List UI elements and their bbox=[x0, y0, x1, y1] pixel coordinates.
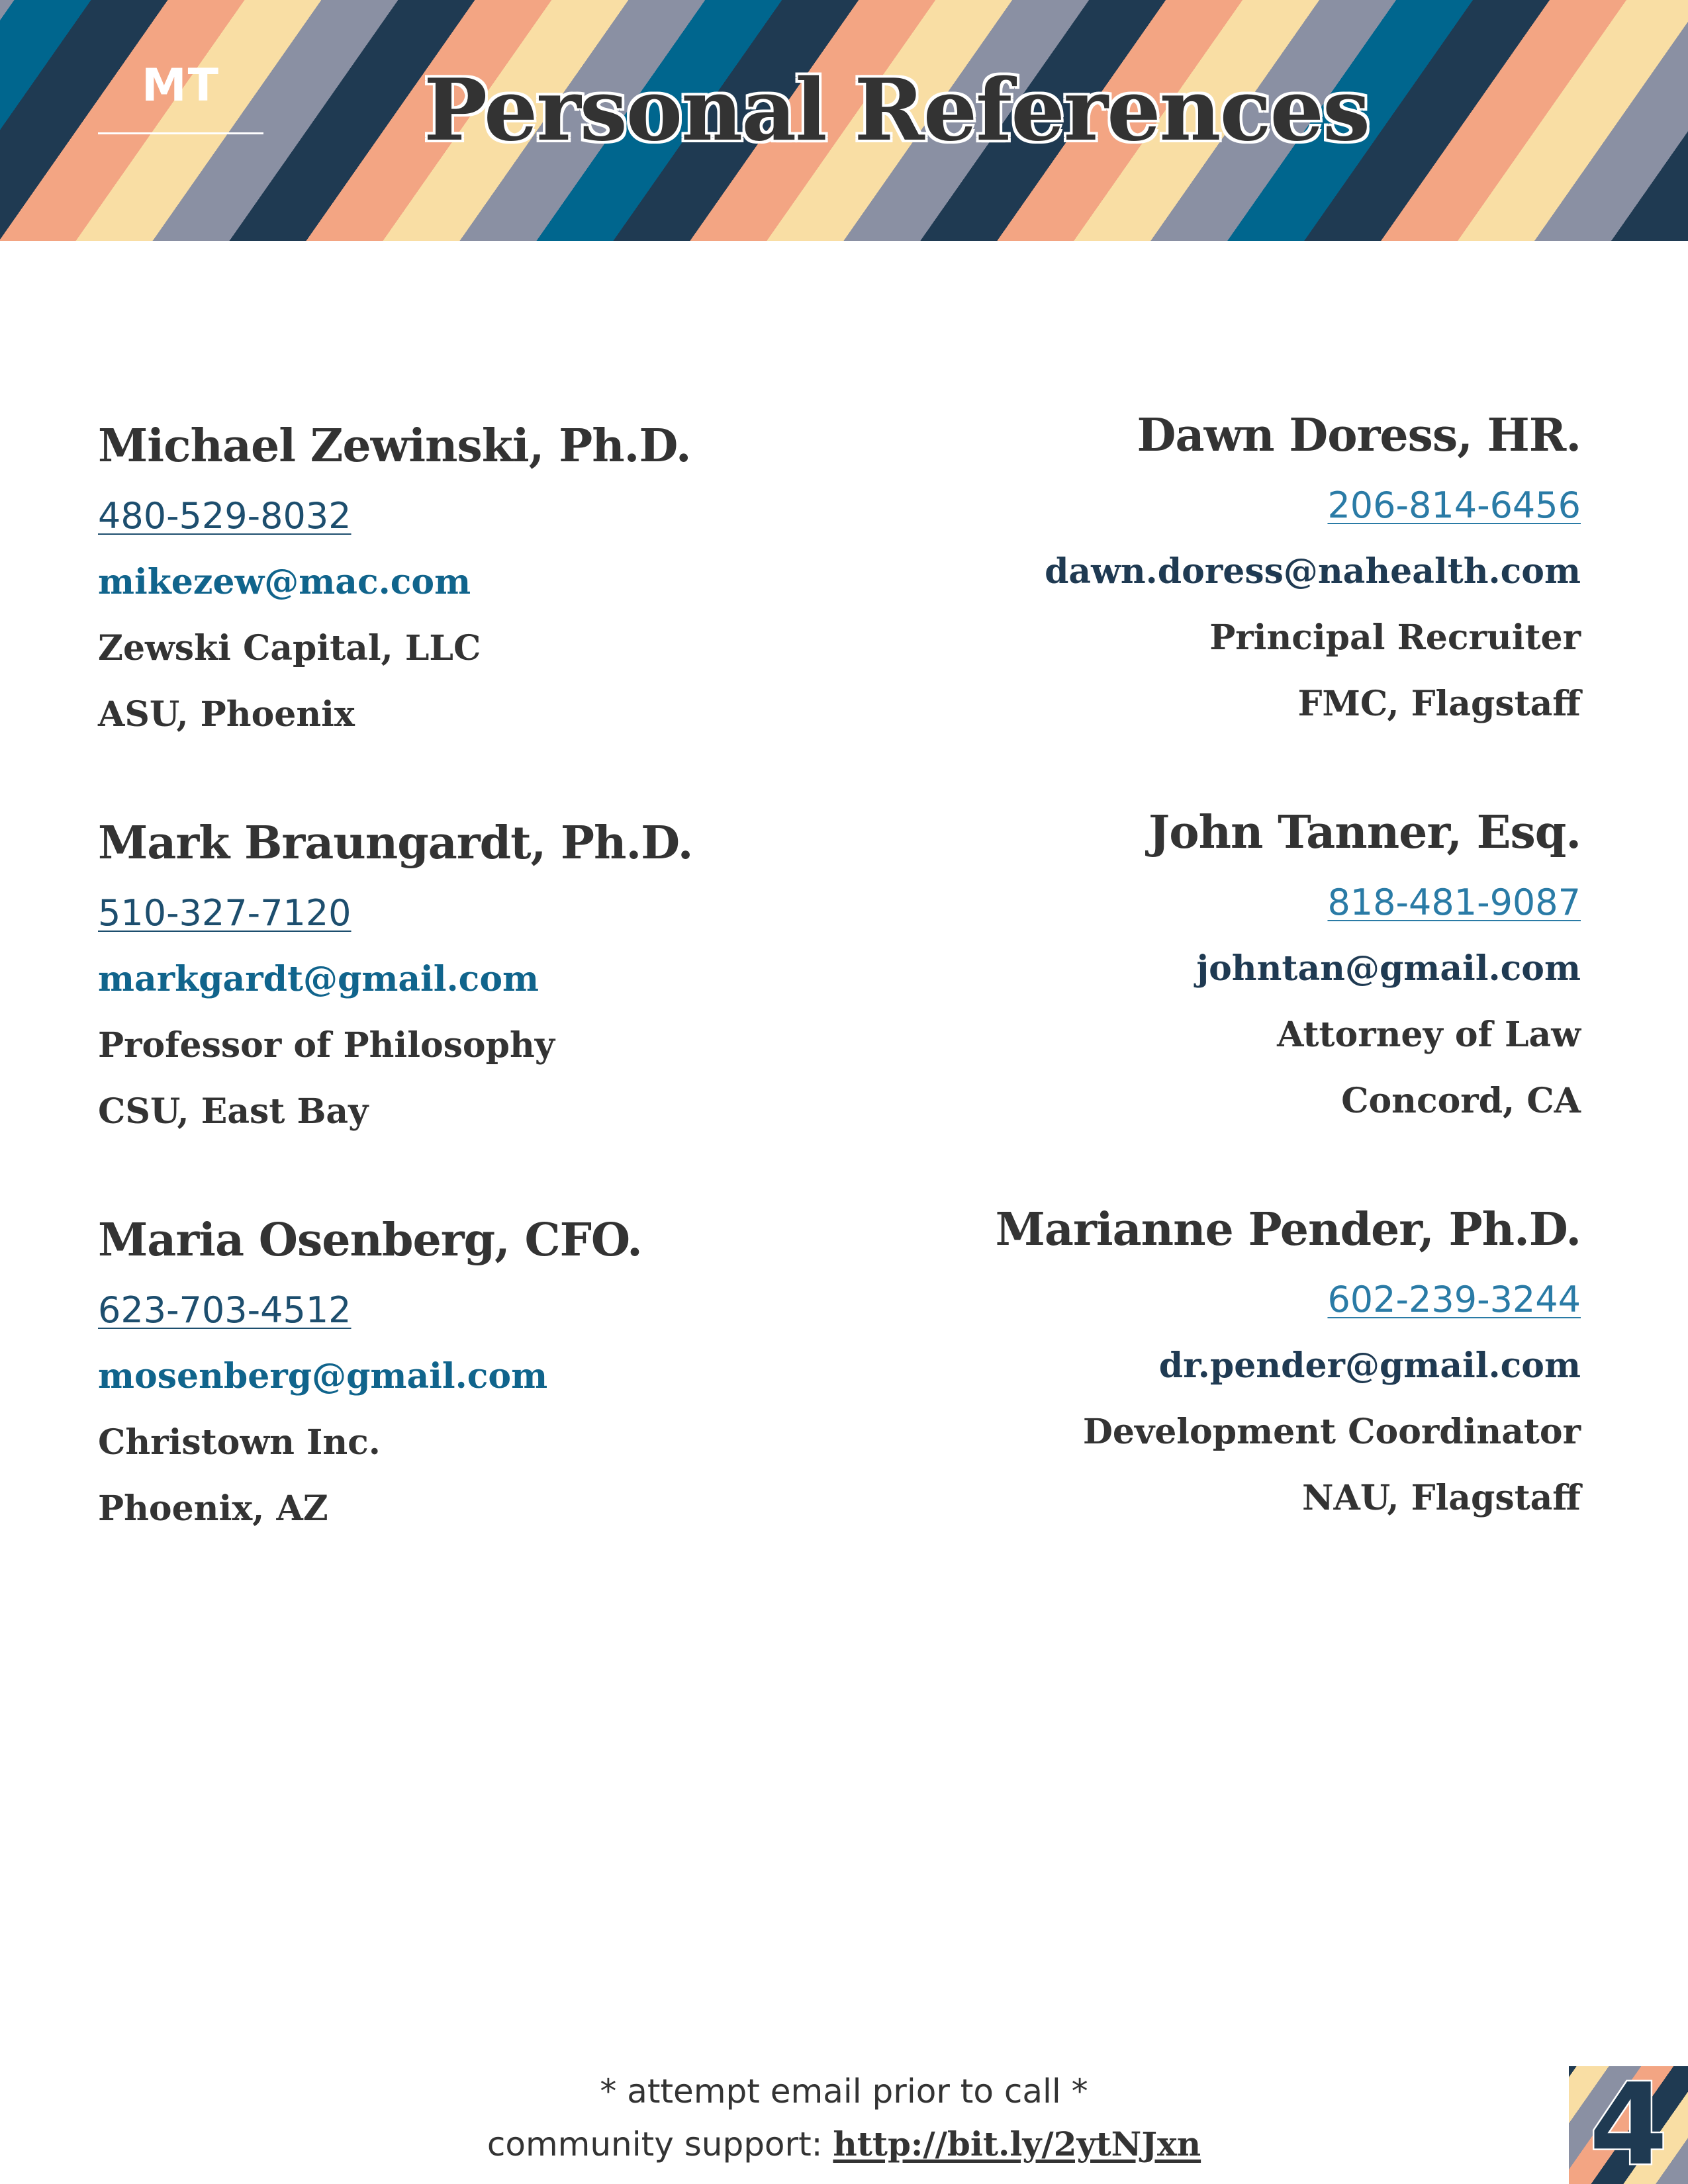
reference-card-john-tanner bbox=[919, 801, 1581, 1134]
reference-email-link[interactable]: johntan@gmail.com bbox=[1196, 948, 1581, 989]
reference-card-dawn-doress bbox=[919, 404, 1581, 737]
reference-title: Development Coordinator bbox=[1082, 1412, 1581, 1452]
reference-phone-link[interactable]: 206-814-6456 bbox=[1327, 484, 1581, 526]
reference-organization: Zewski Capital, LLC bbox=[98, 628, 481, 668]
reference-name: Dawn Doress, HR. bbox=[1137, 409, 1581, 462]
reference-organization: Christown Inc. bbox=[98, 1422, 381, 1463]
reference-phone-link[interactable]: 602-239-3244 bbox=[1327, 1279, 1581, 1320]
reference-phone-link[interactable]: 623-703-4512 bbox=[98, 1289, 352, 1331]
reference-name: Mark Braungardt, Ph.D. bbox=[98, 817, 693, 870]
header-banner bbox=[0, 0, 1688, 241]
reference-email-link[interactable]: mosenberg@gmail.com bbox=[98, 1356, 548, 1396]
footer-support-line bbox=[0, 2118, 1688, 2171]
reference-location: FMC, Flagstaff bbox=[1297, 684, 1581, 724]
page-title: Personal References bbox=[424, 61, 1369, 160]
reference-location: CSU, East Bay bbox=[98, 1091, 369, 1132]
reference-phone-link[interactable]: 818-481-9087 bbox=[1327, 882, 1581, 923]
reference-card-maria-osenberg bbox=[98, 1208, 760, 1542]
reference-card-mark-braungardt bbox=[98, 811, 760, 1145]
reference-name: Michael Zewinski, Ph.D. bbox=[98, 420, 691, 473]
reference-phone-link[interactable]: 480-529-8032 bbox=[98, 495, 352, 537]
reference-location: ASU, Phoenix bbox=[98, 694, 355, 735]
community-support-link[interactable]: http://bit.ly/2ytNJxn bbox=[833, 2124, 1201, 2163]
monogram-initials: MT bbox=[141, 60, 220, 112]
page-footer bbox=[0, 2065, 1688, 2171]
footer-support-label: community support: bbox=[487, 2125, 833, 2163]
reference-location: Phoenix, AZ bbox=[98, 1488, 328, 1529]
reference-name: Maria Osenberg, CFO. bbox=[98, 1214, 642, 1267]
reference-title: Professor of Philosophy bbox=[98, 1025, 555, 1066]
reference-name: Marianne Pender, Ph.D. bbox=[995, 1203, 1581, 1256]
reference-email-link[interactable]: dr.pender@gmail.com bbox=[1158, 1345, 1581, 1386]
reference-location: NAU, Flagstaff bbox=[1301, 1478, 1581, 1518]
reference-phone-link[interactable]: 510-327-7120 bbox=[98, 892, 352, 934]
monogram-underline bbox=[98, 132, 263, 134]
reference-email-link[interactable]: dawn.doress@nahealth.com bbox=[1045, 551, 1581, 592]
page-number: 4 bbox=[1589, 2066, 1668, 2184]
reference-name: John Tanner, Esq. bbox=[1149, 806, 1581, 859]
reference-title: Principal Recruiter bbox=[1209, 617, 1581, 658]
page-number-badge bbox=[1569, 2066, 1688, 2184]
reference-location: Concord, CA bbox=[1341, 1081, 1581, 1121]
reference-email-link[interactable]: markgardt@gmail.com bbox=[98, 959, 539, 999]
footer-note: * attempt email prior to call * bbox=[600, 2072, 1088, 2111]
reference-title: Attorney of Law bbox=[1277, 1015, 1581, 1055]
reference-card-marianne-pender bbox=[919, 1198, 1581, 1531]
reference-card-michael-zewinski bbox=[98, 414, 760, 748]
reference-email-link[interactable]: mikezew@mac.com bbox=[98, 562, 471, 602]
